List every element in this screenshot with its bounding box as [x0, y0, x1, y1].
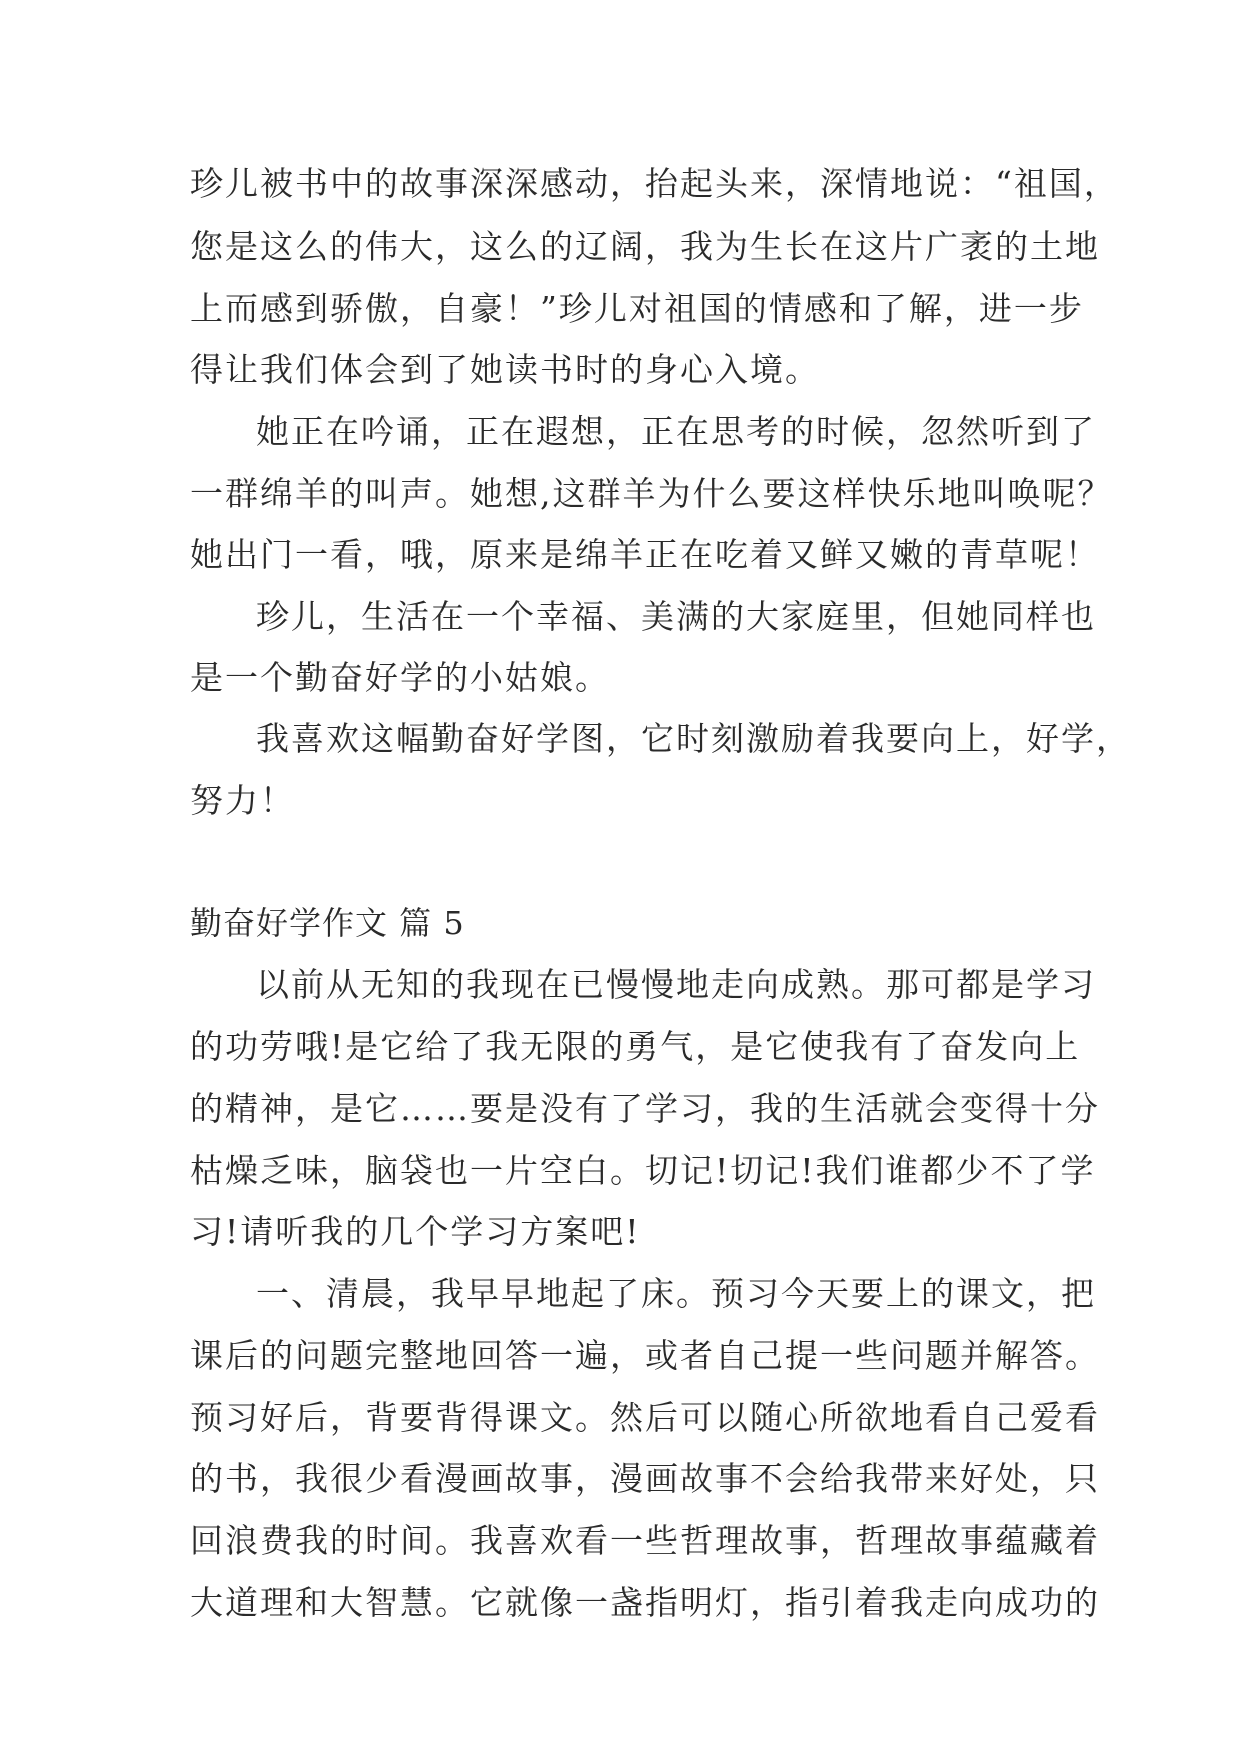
- text-line: 您是这么的伟大，这么的辽阔，我为生长在这片广袤的土地: [190, 227, 1100, 266]
- text-line: 预习好后，背要背得课文。然后可以随心所欲地看自己爱看: [190, 1398, 1100, 1437]
- text-line: 她出门一看，哦，原来是绵羊正在吃着又鲜又嫩的青草呢！: [190, 535, 1100, 574]
- text-line: 得让我们体会到了她读书时的身心入境。: [190, 350, 820, 389]
- text-line: 努力！: [190, 781, 295, 820]
- text-line: 上而感到骄傲，自豪！”珍儿对祖国的情感和了解，进一步: [190, 289, 1084, 328]
- text-line: 习!请听我的几个学习方案吧!: [190, 1212, 641, 1251]
- text-line: 大道理和大智慧。它就像一盏指明灯，指引着我走向成功的: [190, 1583, 1100, 1622]
- text-line: 课后的问题完整地回答一遍，或者自己提一些问题并解答。: [190, 1336, 1100, 1375]
- text-line: 我喜欢这幅勤奋好学图，它时刻激励着我要向上，好学，: [256, 719, 1131, 758]
- text-line: 珍儿被书中的故事深深感动，抬起头来，深情地说：“祖国，: [190, 164, 1119, 203]
- text-line: 以前从无知的我现在已慢慢地走向成熟。那可都是学习: [256, 965, 1096, 1004]
- text-line: 她正在吟诵，正在遐想，正在思考的时候，忽然听到了: [256, 412, 1096, 451]
- text-line: 一群绵羊的叫声。她想,这群羊为什么要这样快乐地叫唤呢？: [190, 474, 1113, 513]
- text-line: 珍儿，生活在一个幸福、美满的大家庭里，但她同样也: [256, 597, 1096, 636]
- text-line: 回浪费我的时间。我喜欢看一些哲理故事，哲理故事蕴藏着: [190, 1521, 1100, 1560]
- text-line: 的书，我很少看漫画故事，漫画故事不会给我带来好处，只: [190, 1459, 1100, 1498]
- text-line: 的精神，是它……要是没有了学习，我的生活就会变得十分: [190, 1089, 1100, 1128]
- text-line: 的功劳哦!是它给了我无限的勇气，是它使我有了奋发向上: [190, 1027, 1081, 1066]
- section-heading: 勤奋好学作文 篇 5: [190, 904, 465, 942]
- text-line: 是一个勤奋好学的小姑娘。: [190, 658, 610, 697]
- text-line: 枯燥乏味，脑袋也一片空白。切记!切记!我们谁都少不了学: [190, 1151, 1096, 1190]
- text-line: 一、清晨，我早早地起了床。预习今天要上的课文，把: [256, 1274, 1096, 1313]
